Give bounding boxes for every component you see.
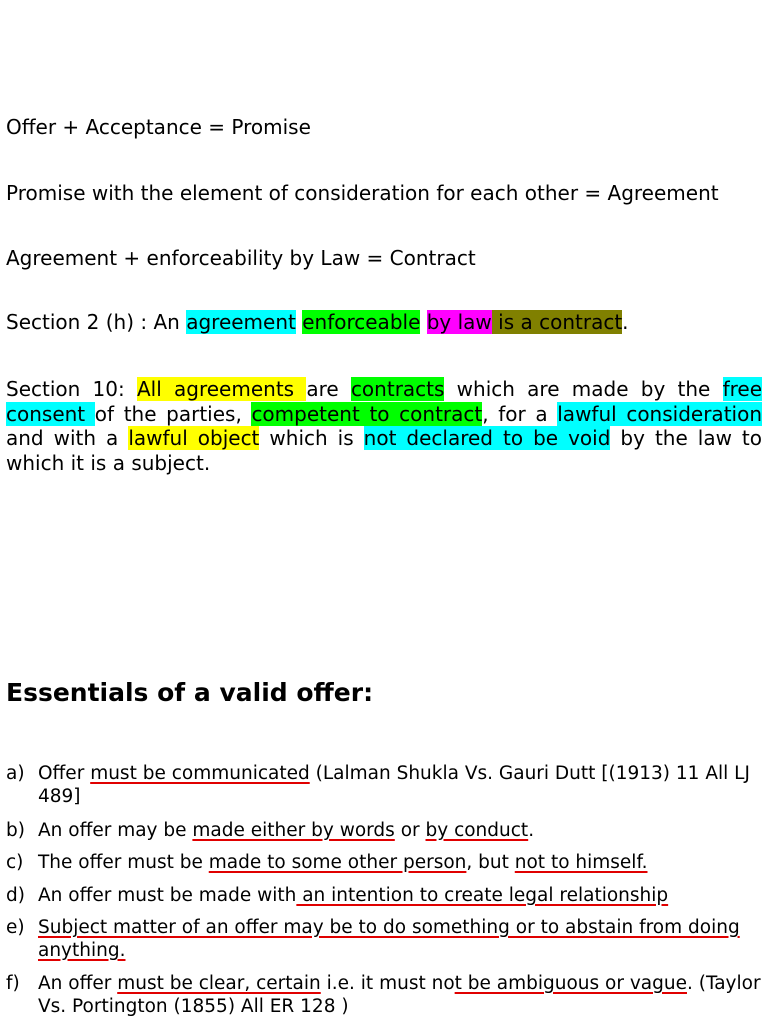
- list-text: An offer: [38, 973, 118, 994]
- list-text: An offer must be made with: [38, 885, 297, 906]
- list-item-text: [38, 884, 766, 907]
- list-item-text: [38, 851, 766, 874]
- section-10-text: , for a: [482, 401, 558, 426]
- section-2h-prefix: Section 2 (h) : An: [6, 310, 187, 334]
- list-marker: a): [6, 763, 25, 784]
- list-item-text: [38, 819, 766, 842]
- section-10-text: and with a: [6, 426, 129, 450]
- underlined-phrase: Subject matter of an offer may be to do something or to abstain from doing anything.: [38, 917, 740, 961]
- section-2h-definition: [6, 310, 629, 334]
- list-text: Offer: [38, 763, 91, 784]
- list-text: or: [394, 820, 426, 841]
- underlined-phrase: must be clear, certain: [117, 973, 321, 994]
- section-10-text: by the law to which it is a subject.: [6, 426, 763, 475]
- list-marker: c): [6, 852, 24, 873]
- highlight-not-declared-void: not declared to be void: [363, 426, 611, 450]
- list-item-text: [38, 916, 766, 962]
- essentials-heading: Essentials of a valid offer:: [6, 678, 374, 707]
- underlined-phrase: by conduct: [425, 820, 529, 841]
- list-text: The offer must be: [38, 852, 209, 873]
- underlined-phrase: not to himself.: [514, 852, 648, 873]
- section-2h-space: [420, 310, 426, 334]
- highlight-is-a-contract: is a contract: [491, 310, 623, 334]
- formula-contract: Agreement + enforceability by Law = Contract: [6, 246, 476, 270]
- list-text: .: [528, 820, 535, 841]
- highlight-all-agreements: All agreements: [136, 377, 307, 401]
- highlight-contracts: contracts: [350, 377, 445, 401]
- formula-agreement: Promise with the element of consideration for each other = Agreement: [6, 181, 719, 205]
- section-10-text: Section 10:: [6, 377, 137, 401]
- highlight-agreement: agreement: [186, 310, 296, 334]
- list-marker: f): [6, 973, 20, 994]
- highlight-free-consent: free consent: [6, 377, 763, 426]
- underlined-phrase: must be communicated: [90, 763, 310, 784]
- list-text: , but: [466, 852, 515, 873]
- underlined-phrase: t be ambiguous or vague: [454, 973, 687, 994]
- list-item-text: [38, 762, 766, 808]
- section-10-text: of the parties,: [94, 401, 252, 426]
- list-text: i.e. it must no: [320, 973, 455, 994]
- highlight-competent-to-contract: competent to contract: [251, 401, 483, 426]
- underlined-phrase: made either by words: [192, 820, 395, 841]
- section-10-definition: [6, 377, 762, 475]
- list-marker: b): [6, 820, 25, 841]
- highlight-by-law: by law: [426, 310, 492, 334]
- section-10-text: which is: [259, 426, 364, 450]
- list-text: . (Taylor Vs. Portington (1855) All ER 128 ): [38, 973, 761, 1017]
- section-10-text: are: [306, 377, 351, 401]
- list-marker: e): [6, 917, 25, 938]
- section-10-text: which are made by the: [444, 377, 723, 401]
- highlight-enforceable: enforceable: [302, 310, 421, 334]
- formula-promise: Offer + Acceptance = Promise: [6, 115, 311, 139]
- underlined-phrase: an intention to create legal relationship: [296, 885, 669, 906]
- underlined-phrase: made to some other person: [208, 852, 467, 873]
- highlight-lawful-consideration: lawful consideration: [557, 401, 762, 426]
- list-text: (Lalman Shukla Vs. Gauri Dutt [(1913) 11 All LJ 489]: [38, 763, 750, 807]
- section-2h-period: .: [622, 310, 629, 334]
- list-text: An offer may be: [38, 820, 193, 841]
- highlight-lawful-object: lawful object: [128, 426, 260, 450]
- list-item-text: [38, 972, 766, 1018]
- list-marker: d): [6, 885, 25, 906]
